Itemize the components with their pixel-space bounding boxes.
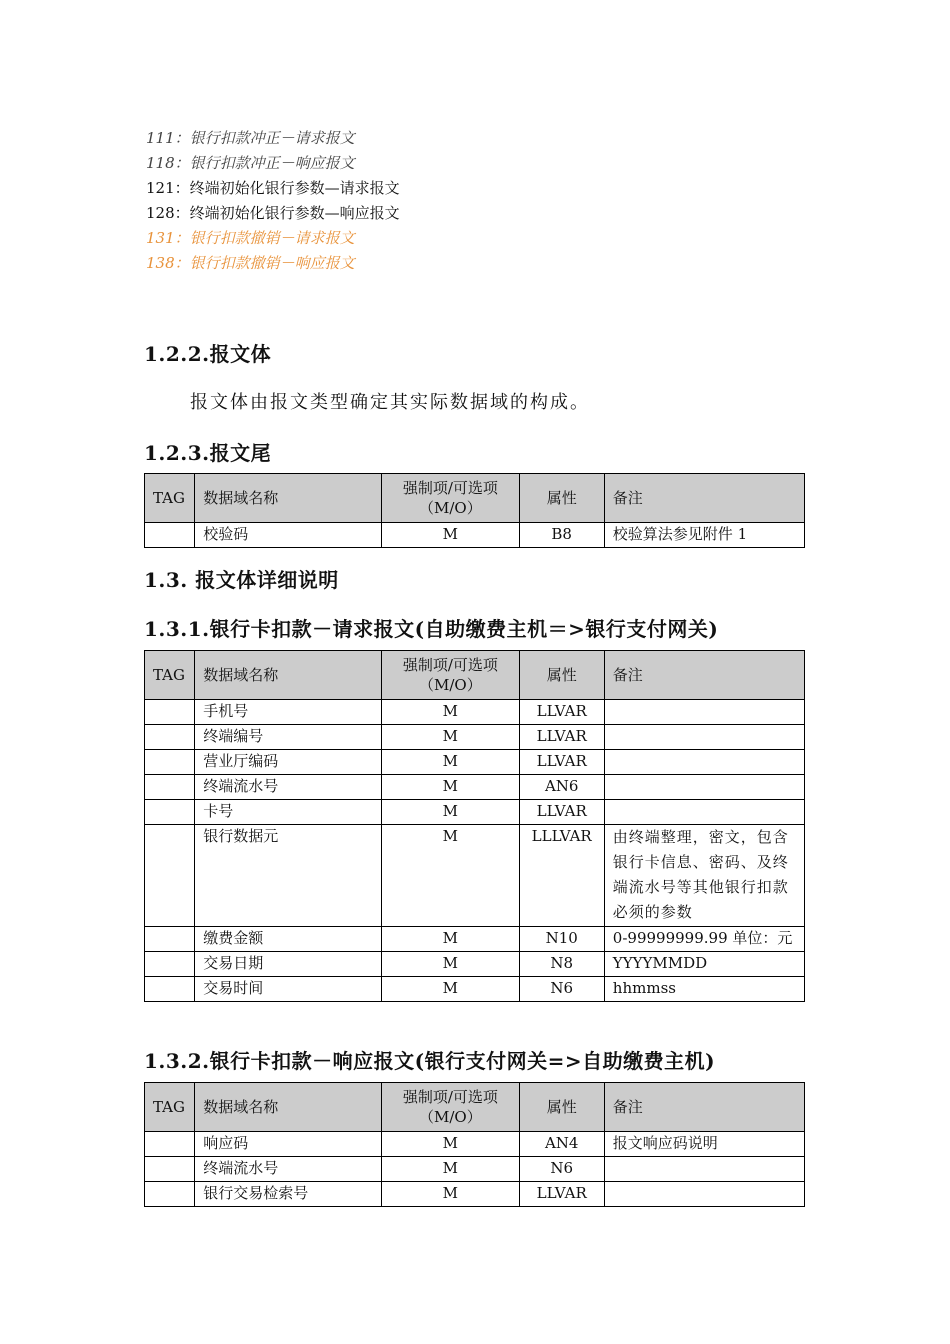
cell-tag <box>145 725 195 750</box>
message-type-118: 118：银行扣款冲正－响应报文 <box>146 154 355 172</box>
table-row <box>145 775 805 800</box>
cell-note <box>604 800 804 825</box>
table-row <box>145 725 805 750</box>
cell-tag <box>145 977 195 1002</box>
header-mo <box>382 474 520 523</box>
section-heading-1-3-2: 1.3.2.银行卡扣款－响应报文(银行支付网关=>自助缴费主机) <box>144 1049 716 1073</box>
cell-mo: M <box>382 700 520 725</box>
table-row <box>145 1182 805 1207</box>
cell-attr: LLVAR <box>519 750 604 775</box>
cell-name: 银行交易检索号 <box>195 1182 382 1207</box>
message-type-128: 128：终端初始化银行参数—响应报文 <box>146 204 400 222</box>
header-mo-line1: 强制项/可选项 <box>402 1088 498 1106</box>
cell-mo: M <box>382 775 520 800</box>
cell-tag <box>145 800 195 825</box>
cell-mo: M <box>382 952 520 977</box>
cell-note: 由终端整理，密文，包含银行卡信息、密码、及终端流水号等其他银行扣款必须的参数 <box>604 825 804 927</box>
table-row <box>145 1132 805 1157</box>
table-row <box>145 523 805 548</box>
message-type-138: 138：银行扣款撤销－响应报文 <box>146 254 355 272</box>
header-attr: 属性 <box>519 474 604 523</box>
header-mo-line2: （M/O） <box>418 499 482 517</box>
table-header-row <box>145 474 805 523</box>
cell-note: 0-99999999.99 单位：元 <box>604 927 804 952</box>
cell-note <box>604 775 804 800</box>
cell-tag <box>145 700 195 725</box>
header-note: 备注 <box>604 1083 804 1132</box>
cell-tag <box>145 750 195 775</box>
table-row <box>145 800 805 825</box>
cell-name: 交易时间 <box>195 977 382 1002</box>
cell-mo: M <box>382 1157 520 1182</box>
cell-mo: M <box>382 725 520 750</box>
header-attr: 属性 <box>519 651 604 700</box>
cell-note <box>604 700 804 725</box>
section-heading-1-2-3: 1.2.3.报文尾 <box>144 441 272 465</box>
trailer-table <box>144 473 805 548</box>
cell-name: 手机号 <box>195 700 382 725</box>
table-row <box>145 977 805 1002</box>
header-mo <box>382 1083 520 1132</box>
header-tag: TAG <box>145 651 195 700</box>
cell-name: 缴费金额 <box>195 927 382 952</box>
cell-note <box>604 1157 804 1182</box>
header-mo-line2: （M/O） <box>418 676 482 694</box>
header-mo-line1: 强制项/可选项 <box>402 656 498 674</box>
message-type-131: 131：银行扣款撤销－请求报文 <box>146 229 355 247</box>
cell-tag <box>145 523 195 548</box>
cell-name: 卡号 <box>195 800 382 825</box>
cell-name: 校验码 <box>195 523 382 548</box>
cell-tag <box>145 825 195 927</box>
table-row <box>145 700 805 725</box>
cell-note <box>604 750 804 775</box>
cell-mo: M <box>382 927 520 952</box>
cell-name: 终端编号 <box>195 725 382 750</box>
cell-name: 终端流水号 <box>195 775 382 800</box>
cell-tag <box>145 775 195 800</box>
cell-note: hhmmss <box>604 977 804 1002</box>
cell-note: 报文响应码说明 <box>604 1132 804 1157</box>
cell-attr: LLLVAR <box>519 825 604 927</box>
cell-note: 校验算法参见附件 1 <box>604 523 804 548</box>
response-table <box>144 1082 805 1207</box>
table-row <box>145 1157 805 1182</box>
cell-mo: M <box>382 1182 520 1207</box>
cell-attr: AN6 <box>519 775 604 800</box>
header-tag: TAG <box>145 474 195 523</box>
cell-mo: M <box>382 977 520 1002</box>
header-name: 数据域名称 <box>195 651 382 700</box>
header-name: 数据域名称 <box>195 1083 382 1132</box>
header-tag: TAG <box>145 1083 195 1132</box>
cell-attr: N10 <box>519 927 604 952</box>
cell-tag <box>145 952 195 977</box>
cell-tag <box>145 1157 195 1182</box>
header-note: 备注 <box>604 651 804 700</box>
request-table <box>144 650 805 1002</box>
header-note: 备注 <box>604 474 804 523</box>
cell-name: 终端流水号 <box>195 1157 382 1182</box>
header-mo-line2: （M/O） <box>418 1108 482 1126</box>
section-heading-1-3: 1.3. 报文体详细说明 <box>144 568 339 592</box>
table-row <box>145 952 805 977</box>
cell-tag <box>145 1132 195 1157</box>
section-paragraph-1-2-2: 报文体由报文类型确定其实际数据域的构成。 <box>190 392 590 413</box>
cell-attr: LLVAR <box>519 1182 604 1207</box>
header-mo-line1: 强制项/可选项 <box>402 479 498 497</box>
cell-attr: LLVAR <box>519 700 604 725</box>
section-heading-1-3-1: 1.3.1.银行卡扣款－请求报文(自助缴费主机＝>银行支付网关) <box>144 617 719 641</box>
header-mo <box>382 651 520 700</box>
message-type-121: 121：终端初始化银行参数—请求报文 <box>146 179 400 197</box>
cell-attr: B8 <box>519 523 604 548</box>
section-heading-1-2-2: 1.2.2.报文体 <box>144 342 272 366</box>
cell-mo: M <box>382 523 520 548</box>
cell-name: 响应码 <box>195 1132 382 1157</box>
cell-name: 营业厅编码 <box>195 750 382 775</box>
table-row <box>145 750 805 775</box>
cell-name: 银行数据元 <box>195 825 382 927</box>
cell-attr: N6 <box>519 1157 604 1182</box>
cell-mo: M <box>382 825 520 927</box>
cell-attr: LLVAR <box>519 725 604 750</box>
cell-mo: M <box>382 800 520 825</box>
message-type-111: 111：银行扣款冲正－请求报文 <box>146 129 355 147</box>
table-header-row <box>145 651 805 700</box>
header-attr: 属性 <box>519 1083 604 1132</box>
table-row <box>145 825 805 927</box>
cell-attr: AN4 <box>519 1132 604 1157</box>
cell-tag <box>145 927 195 952</box>
header-name: 数据域名称 <box>195 474 382 523</box>
cell-attr: N8 <box>519 952 604 977</box>
cell-note <box>604 725 804 750</box>
cell-mo: M <box>382 750 520 775</box>
cell-tag <box>145 1182 195 1207</box>
cell-note: YYYYMMDD <box>604 952 804 977</box>
cell-name: 交易日期 <box>195 952 382 977</box>
cell-note <box>604 1182 804 1207</box>
cell-attr: N6 <box>519 977 604 1002</box>
cell-attr: LLVAR <box>519 800 604 825</box>
table-row <box>145 927 805 952</box>
cell-mo: M <box>382 1132 520 1157</box>
table-header-row <box>145 1083 805 1132</box>
